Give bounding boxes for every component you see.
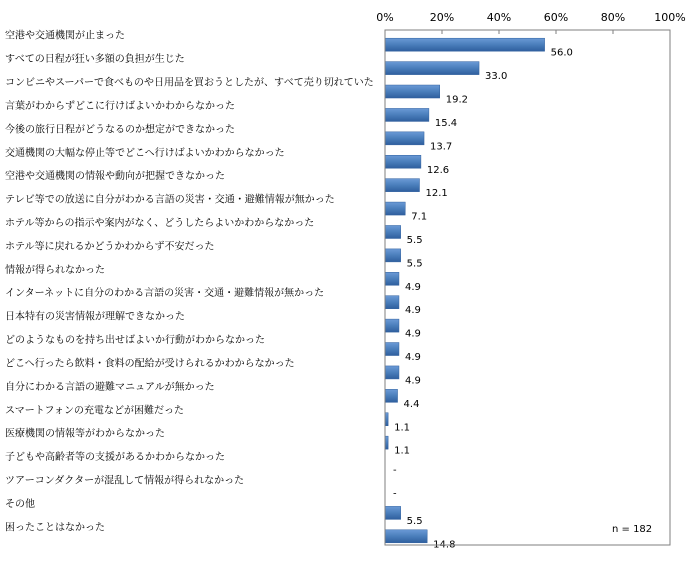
value-label: 12.6 — [426, 164, 450, 176]
tick-label: 80% — [600, 11, 626, 24]
category-label: 困ったことはなかった — [5, 522, 105, 534]
bar — [385, 155, 421, 168]
category-label: ホテル等からの指示や案内がなく、どうしたらよいかわからなかった — [5, 217, 315, 229]
category-label: すべての日程が狂い多額の負担が生じた — [5, 54, 185, 66]
value-label: - — [393, 465, 397, 477]
tick-label: 0% — [376, 11, 394, 24]
value-label: 1.1 — [394, 422, 411, 434]
bar — [385, 530, 427, 543]
tick-label: 100% — [654, 11, 686, 24]
bar — [385, 296, 399, 309]
category-label: 交通機関の大幅な停止等でどこへ行けばよいかわからなかった — [5, 147, 285, 159]
value-label: 14.8 — [433, 539, 456, 551]
category-label: スマートフォンの充電などが困難だった — [5, 405, 184, 417]
category-label: 子どもや高齢者等の支援があるかわからなかった — [5, 452, 225, 464]
category-label: 空港や交通機関の情報や動向が把握できなかった — [5, 171, 225, 183]
tick-label: 40% — [486, 11, 512, 24]
category-label: テレビ等での放送に自分がわかる言語の災害・交通・避難情報が無かった — [5, 194, 335, 206]
category-label: 自分にわかる言語の避難マニュアルが無かった — [5, 381, 215, 393]
value-label: 5.5 — [406, 515, 423, 527]
bar — [385, 389, 398, 402]
value-label: 5.5 — [406, 234, 423, 246]
bar — [385, 366, 399, 379]
value-label: 1.1 — [394, 445, 411, 457]
x-axis-ticks — [376, 11, 685, 34]
category-label: 今後の旅行日程がどうなるのか想定ができなかった — [5, 124, 235, 136]
bar — [385, 225, 401, 238]
bar — [385, 249, 401, 262]
category-label: どのようなものを持ち出せばよいか行動がわからなかった — [5, 335, 265, 347]
bar — [385, 85, 440, 98]
value-label: 33.0 — [485, 71, 508, 83]
bar — [385, 319, 399, 332]
value-label: 56.0 — [550, 47, 573, 59]
value-label: 13.7 — [430, 141, 453, 153]
value-labels — [393, 48, 573, 551]
category-label: 言葉がわからずどこに行けばよいかわからなかった — [5, 100, 235, 112]
category-label: ツアーコンダクターが混乱して情報が得られなかった — [5, 475, 245, 487]
value-label: 4.4 — [403, 398, 420, 410]
category-label: 情報が得られなかった — [5, 264, 105, 276]
value-label: 4.9 — [404, 352, 421, 364]
value-label: 15.4 — [434, 117, 458, 129]
category-label: コンビニやスーパーで食べものや日用品を買おうとしたが、すべて売り切れていた — [5, 77, 374, 89]
category-labels — [5, 29, 374, 534]
category-label: 日本特有の災害情報が理解できなかった — [5, 311, 185, 323]
tick-label: 20% — [429, 11, 455, 24]
bar — [385, 272, 399, 285]
bar — [385, 108, 429, 121]
category-label: インターネットに自分のわかる言語の災害・交通・避難情報が無かった — [5, 288, 325, 300]
value-label: 4.9 — [404, 281, 421, 293]
sample-size-annotation: n = 182 — [612, 524, 653, 535]
category-label: その他 — [5, 498, 35, 510]
category-label: 空港や交通機関が止まった — [5, 30, 125, 42]
value-label: 12.1 — [425, 188, 448, 200]
value-label: 7.1 — [411, 211, 428, 223]
plot-frame — [385, 30, 670, 545]
value-label: - — [393, 488, 397, 500]
bar — [385, 179, 419, 192]
value-label: 5.5 — [406, 258, 423, 270]
tick-label: 60% — [543, 11, 569, 24]
value-label: 4.9 — [404, 305, 421, 317]
bar — [385, 62, 479, 75]
bar — [385, 343, 399, 356]
bar — [385, 38, 545, 51]
value-label: 4.9 — [404, 328, 421, 340]
value-label: 19.2 — [445, 94, 468, 106]
category-label: 医療機関の情報等がわからなかった — [5, 428, 165, 440]
bar — [385, 132, 424, 145]
value-label: 4.9 — [404, 375, 421, 387]
bar — [385, 506, 401, 519]
category-label: ホテル等に戻れるかどうかわからず不安だった — [5, 241, 215, 253]
bar — [385, 202, 405, 215]
category-label: どこへ行ったら飲料・食料の配給が受けられるかわからなかった — [5, 358, 295, 370]
